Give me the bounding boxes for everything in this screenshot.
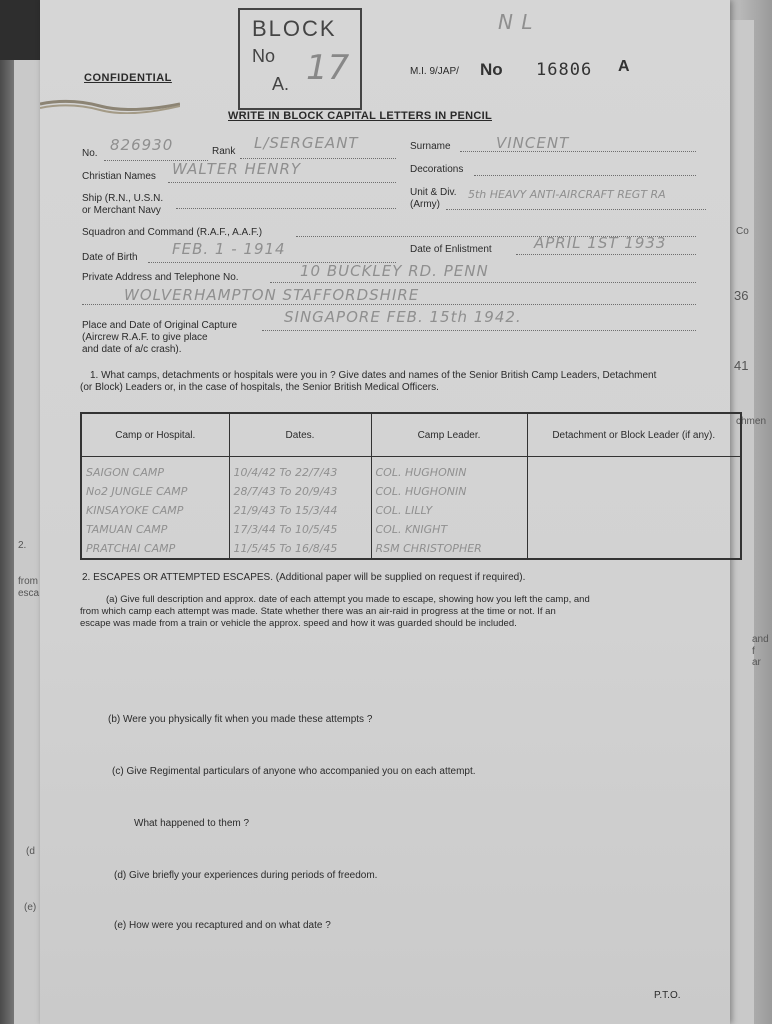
camp-cell: No2 JUNGLE CAMP [81, 482, 229, 501]
enlistment-line [516, 254, 696, 255]
table-row [81, 501, 741, 520]
pto-label: P.T.O. [654, 990, 681, 1001]
no-value: 826930 [110, 136, 174, 154]
camp-cell: KINSAYOKE CAMP [81, 501, 229, 520]
form-no-label: No [480, 60, 503, 79]
column-header: Dates. [229, 413, 371, 457]
dob-value: FEB. 1 - 1914 [172, 240, 286, 258]
camps-table-header [81, 413, 741, 457]
back-text: and [752, 634, 769, 645]
table-row [81, 482, 741, 501]
capture-label-2: (Aircrew R.A.F. to give place [82, 332, 208, 343]
stamp-line2: No [252, 46, 276, 66]
squadron-label: Squadron and Command (R.A.F., A.A.F.) [82, 227, 263, 238]
unit-label: Unit & Div. [410, 187, 457, 198]
detachment-cell [527, 520, 741, 539]
stamp-line1: BLOCK [252, 16, 337, 41]
section2-e: (e) How were you recaptured and on what date ? [114, 920, 331, 931]
dob-label: Date of Birth [82, 252, 138, 263]
leader-cell: COL. LILLY [371, 501, 527, 520]
form-suffix: A [618, 58, 630, 75]
leader-cell: COL. KNIGHT [371, 520, 527, 539]
leader-cell: RSM CHRISTOPHER [371, 539, 527, 559]
capture-value: SINGAPORE FEB. 15th 1942. [284, 308, 522, 326]
section2-c2: What happened to them ? [134, 818, 250, 829]
dates-cell: 10/4/42 To 22/7/43 [229, 457, 371, 483]
address-value-2: WOLVERHAMPTON STAFFORDSHIRE [124, 286, 420, 304]
surname-value: VINCENT [496, 134, 570, 152]
back-text: 2. [18, 540, 27, 551]
table-row [81, 539, 741, 559]
rank-value: L/SERGEANT [254, 134, 359, 152]
camps-table [80, 412, 742, 560]
back-text: from [18, 576, 38, 587]
leader-cell: COL. HUGHONIN [371, 457, 527, 483]
section2-a-line1: (a) Give full description and approx. date of each attempt you made to escape, showing how you left the camp, and [106, 594, 590, 605]
rank-line [240, 158, 396, 159]
column-header: Camp or Hospital. [81, 413, 229, 457]
unit-label-2: (Army) [410, 199, 440, 210]
surname-label: Surname [410, 141, 451, 152]
instruction-heading: WRITE IN BLOCK CAPITAL LETTERS IN PENCIL [228, 110, 492, 122]
stamp-handwritten: 17 [306, 48, 350, 88]
christian-names-label: Christian Names [82, 171, 156, 182]
back-text: chmen [736, 416, 767, 427]
camp-cell: PRATCHAI CAMP [81, 539, 229, 559]
camp-cell: SAIGON CAMP [81, 457, 229, 483]
back-text: (d [26, 846, 35, 857]
section2-title: 2. ESCAPES OR ATTEMPTED ESCAPES. (Additional paper will be supplied on request if required). [82, 572, 526, 583]
pow-questionnaire-page [40, 0, 730, 1024]
table-row [81, 457, 741, 483]
address-line [270, 282, 696, 283]
enlistment-label: Date of Enlistment [410, 244, 492, 255]
block-stamp [238, 8, 362, 110]
back-text: esca [18, 588, 40, 599]
dates-cell: 17/3/44 To 10/5/45 [229, 520, 371, 539]
capture-line [262, 330, 696, 331]
section2-a-line3: escape was made from a train or vehicle the approx. speed and how it was guarded should be included. [80, 618, 517, 629]
stamp-line3: A. [272, 74, 290, 94]
address-label: Private Address and Telephone No. [82, 272, 239, 283]
christian-names-line [168, 182, 396, 183]
back-text: 41 [734, 358, 749, 373]
enlistment-value: APRIL 1ST 1933 [534, 234, 667, 252]
camp-cell: TAMUAN CAMP [81, 520, 229, 539]
detachment-cell [527, 539, 741, 559]
dates-cell: 28/7/43 To 20/9/43 [229, 482, 371, 501]
section2-a-line2: from which camp each attempt was made. State whether there was an air-raid in progress at the time or not. If an [80, 606, 556, 617]
top-scribble: N L [498, 10, 534, 34]
no-label: No. [82, 148, 98, 159]
unit-line [446, 209, 706, 210]
ship-label-2: or Merchant Navy [82, 205, 161, 216]
ship-line [176, 208, 396, 209]
decorations-label: Decorations [410, 164, 464, 175]
dates-cell: 21/9/43 To 15/3/44 [229, 501, 371, 520]
section1-question-2: (or Block) Leaders or, in the case of hospitals, the Senior British Medical Officers. [80, 382, 439, 393]
section2-c: (c) Give Regimental particulars of anyone who accompanied you on each attempt. [112, 766, 476, 777]
address-line-2 [82, 304, 696, 305]
ship-label: Ship (R.N., U.S.N. [82, 193, 164, 204]
decorations-line [474, 175, 696, 176]
table-row [81, 520, 741, 539]
address-value-1: 10 BUCKLEY RD. PENN [300, 262, 489, 280]
dates-cell: 11/5/45 To 16/8/45 [229, 539, 371, 559]
column-header: Camp Leader. [371, 413, 527, 457]
back-text: 36 [734, 288, 749, 303]
detachment-cell [527, 457, 741, 483]
section2-b: (b) Were you physically fit when you made these attempts ? [108, 714, 373, 725]
form-reference: M.I. 9/JAP/ [410, 66, 459, 77]
unit-value: 5th HEAVY ANTI-AIRCRAFT REGT RA [468, 188, 666, 201]
rank-label: Rank [212, 146, 236, 157]
column-header: Detachment or Block Leader (if any). [527, 413, 741, 457]
capture-label: Place and Date of Original Capture [82, 320, 238, 331]
confidential-heading: CONFIDENTIAL [84, 72, 172, 84]
binding-string-icon [40, 96, 180, 114]
capture-label-3: and date of a/c crash). [82, 344, 182, 355]
section1-question: 1. What camps, detachments or hospitals were you in ? Give dates and names of the Senior British Camp Leaders, Detachment [90, 370, 657, 381]
back-text: (e) [24, 902, 37, 913]
christian-names-value: WALTER HENRY [172, 160, 302, 178]
section2-d: (d) Give briefly your experiences during periods of freedom. [114, 870, 378, 881]
leader-cell: COL. HUGHONIN [371, 482, 527, 501]
form-number: 16806 [536, 60, 593, 80]
detachment-cell [527, 501, 741, 520]
back-text: Co [736, 226, 749, 237]
detachment-cell [527, 482, 741, 501]
back-text: f ar [752, 646, 761, 668]
